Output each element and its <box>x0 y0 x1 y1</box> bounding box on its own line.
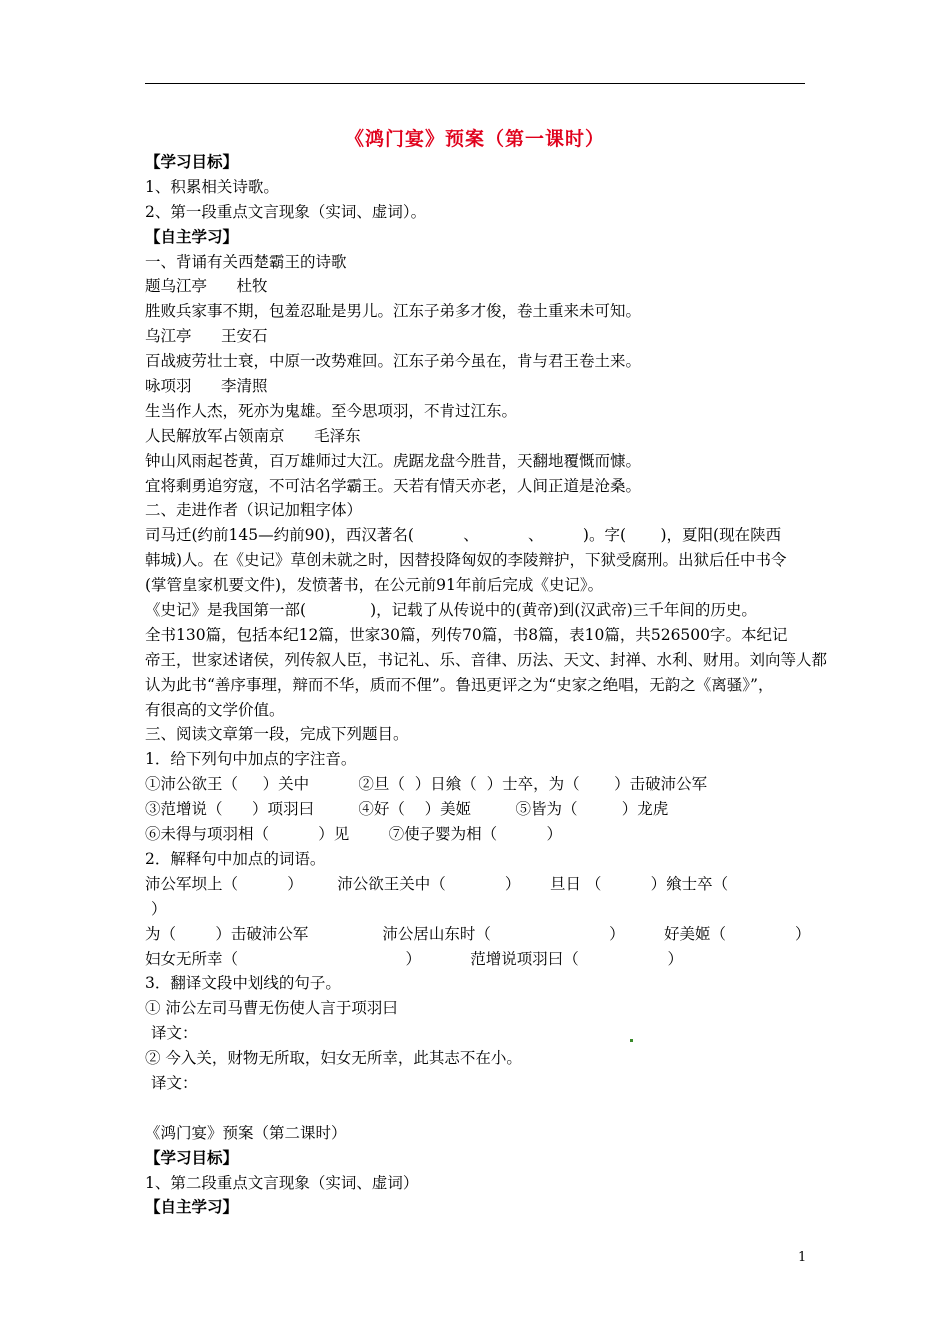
text-line: 1、第二段重点文言现象（实词、虚词） <box>145 1173 419 1192</box>
text-line: 帝王，世家述诸侯，列传叙人臣，书记礼、乐、音律、历法、天文、封禅、水利、财用。刘向等人都 <box>145 650 828 669</box>
question-heading: 3．翻译文段中划线的句子。 <box>145 974 341 993</box>
section-heading-self-study: 【自主学习】 <box>145 226 239 246</box>
question-line: ①沛公欲王（ ）关中 ②旦（ ）日飨（ ）士卒，为（ ）击破沛公军 <box>145 775 708 794</box>
text-line: 认为此书“善序事理，辩而不华，质而不俚”。鲁迅更评之为“史家之绝唱，无韵之《离骚》”， <box>145 675 774 694</box>
poem-text: 生当作人杰，死亦为鬼雄。至今思项羽，不肯过江东。 <box>145 401 518 420</box>
subtitle-second-lesson: 《鸿门宴》预案（第二课时） <box>145 1123 347 1142</box>
question-line: 妇女无所幸（ ） 范增说项羽曰（ ） <box>145 949 683 968</box>
question-heading: 2．解释句中加点的词语。 <box>145 849 326 868</box>
stray-mark <box>630 1039 633 1042</box>
page-title: 《鸿门宴》预案（第一课时） <box>344 128 605 150</box>
text-line: 三、阅读文章第一段，完成下列题目。 <box>145 725 409 744</box>
question-line: 为（ ）击破沛公军 沛公居山东时（ ） 好美姬（ ） <box>145 924 811 943</box>
text-line: 1、积累相关诗歌。 <box>145 177 279 196</box>
question-line: 沛公军坝上（ ） 沛公欲王关中（ ） 旦日 （ ）飨士卒（ <box>145 874 729 893</box>
poem-text: 胜败兵家事不期，包羞忍耻是男儿。江东子弟多才俊，卷土重来未可知。 <box>145 302 642 321</box>
page-number: 1 <box>798 1250 807 1265</box>
text-line: 2、第一段重点文言现象（实词、虚词）。 <box>145 202 427 221</box>
question-line: ② 今入关，财物无所取，妇女无所幸，此其志不在小。 <box>145 1049 522 1068</box>
section-heading-self-study: 【自主学习】 <box>145 1197 239 1217</box>
text-line: 有很高的文学价值。 <box>145 700 285 719</box>
translation-label: 译文： <box>151 1024 198 1043</box>
question-line: ） <box>151 899 167 918</box>
poem-title: 人民解放军占领南京 毛泽东 <box>145 426 361 445</box>
poem-title: 乌江亭 王安石 <box>145 327 268 346</box>
question-line: ⑥未得与项羽相（ ）见 ⑦使子婴为相（ ） <box>145 825 562 844</box>
poem-title: 咏项羽 李清照 <box>145 377 268 396</box>
header-rule <box>145 83 805 84</box>
translation-label: 译文： <box>151 1073 198 1092</box>
blank-line <box>145 1096 815 1121</box>
text-line: 二、走进作者（识记加粗字体） <box>145 501 363 520</box>
poem-text: 钟山风雨起苍黄，百万雄师过大江。虎踞龙盘今胜昔，天翻地覆慨而慷。 <box>145 451 642 470</box>
question-line: ① 沛公左司马曹无伤使人言于项羽曰 <box>145 999 398 1018</box>
text-line: 韩城)人。在《史记》草创未就之时，因替投降匈奴的李陵辩护，下狱受腐刑。出狱后任中书令 <box>145 551 787 570</box>
text-line: 《史记》是我国第一部( )，记载了从传说中的(黄帝)到(汉武帝)三千年间的历史。 <box>145 601 757 620</box>
section-heading-goals: 【学习目标】 <box>145 152 239 171</box>
document-body <box>145 150 828 1220</box>
text-line: 司马迁(约前145—约前90)，西汉著名( 、 、 )。字( )，夏阳(现在陕西 <box>145 526 782 545</box>
poem-text: 百战疲劳壮士衰，中原一改势难回。江东子弟今虽在，肯与君王卷土来。 <box>145 352 642 371</box>
question-line: ③范增说（ ）项羽曰 ④好（ ）美姬 ⑤皆为（ ）龙虎 <box>145 800 669 819</box>
text-line: 全书130篇，包括本纪12篇，世家30篇，列传70篇，书8篇，表10篇，共526500字。本纪记 <box>145 625 788 644</box>
section-heading-goals: 【学习目标】 <box>145 1147 239 1167</box>
question-heading: 1．给下列句中加点的字注音。 <box>145 750 357 769</box>
poem-title: 题乌江亭 杜牧 <box>145 277 268 296</box>
poem-text: 宜将剩勇追穷寇，不可沽名学霸王。天若有情天亦老，人间正道是沧桑。 <box>145 476 642 495</box>
text-line: 一、背诵有关西楚霸王的诗歌 <box>145 252 347 271</box>
text-line: (掌管皇家机要文件)，发愤著书，在公元前91年前后完成《史记》。 <box>145 576 604 595</box>
